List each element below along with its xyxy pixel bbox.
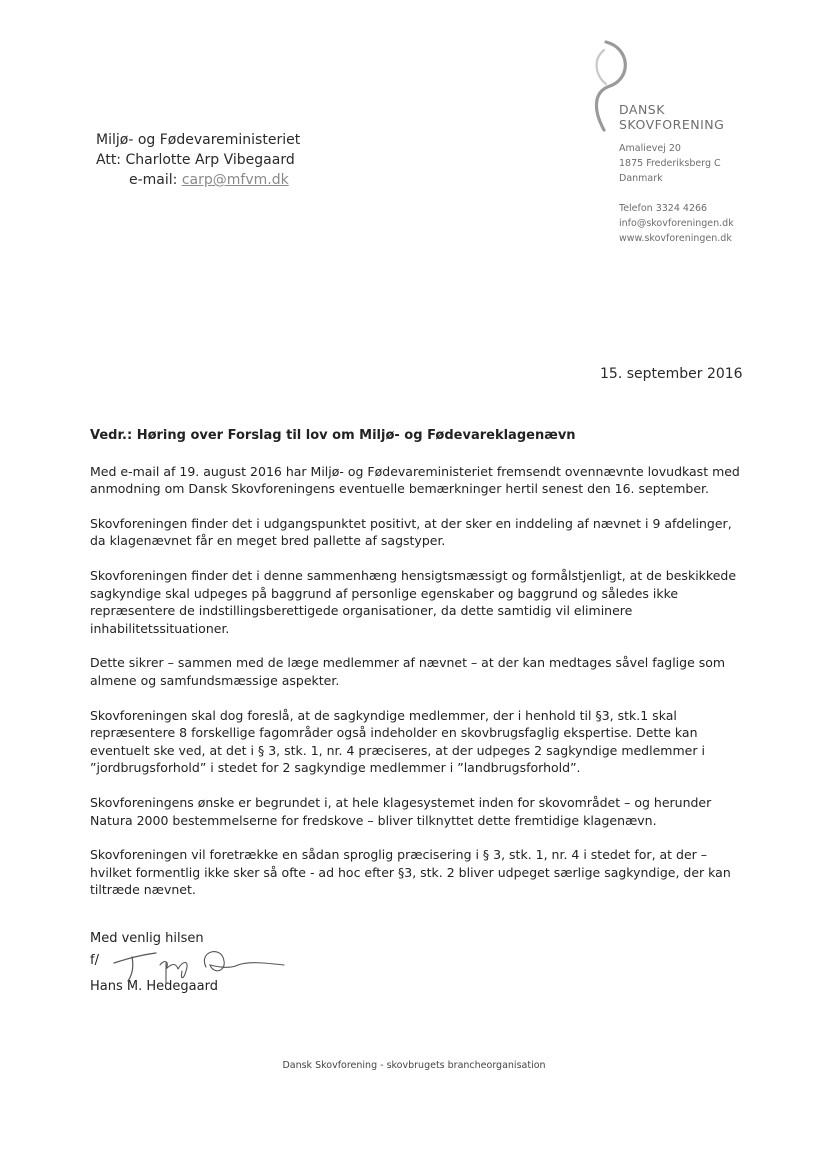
letter-subject: Vedr.: Høring over Forslag til lov om Miljø- og Fødevareklagenævn	[90, 428, 576, 443]
sender-country: Danmark	[619, 173, 663, 184]
recipient-email-row	[96, 170, 300, 190]
sender-city: 1875 Frederiksberg C	[619, 158, 721, 169]
paragraph-5: Skovforeningen skal dog foreslå, at de sagkyndige medlemmer, der i henhold til §3, stk.1 skal repræsentere 8 forskellige fagområder også indeholder en skovbrugsfaglig ekspertise. Dette kan eventuelt ske ved, at det i § 3, stk. 1, nr. 4 præciseres, at der udpeges 2 sagkyndige medlemmer i ”jordbrugsforhold” i stedet for 2 sagkyndige medlemmer i ”landbrugsforhold”.	[90, 707, 705, 776]
logo-wordmark	[619, 102, 724, 132]
logo-line-2: SKOVFORENING	[619, 117, 725, 132]
paragraph-2: Skovforeningen finder det i udgangspunktet positivt, at der sker en inddeling af nævnet i 9 afdelinger, da klagenævnet får en meget bred pallette af sagstyper.	[90, 515, 732, 549]
logo-line-1: DANSK	[619, 102, 665, 117]
closing-block	[90, 929, 218, 997]
recipient-block	[96, 130, 300, 190]
sender-phone: Telefon 3324 4266	[619, 203, 708, 214]
sender-web: www.skovforeningen.dk	[619, 233, 732, 244]
paragraph-1: Med e-mail af 19. august 2016 har Miljø- og Fødevareministeriet fremsendt ovennævnte lovudkast med anmodning om Dansk Skovforeningens eventuelle bemærkninger hertil senest den 16. september.	[90, 463, 740, 497]
recipient-email-link[interactable]: carp@mfvm.dk	[181, 172, 289, 188]
letter-body	[90, 427, 750, 916]
closing-greeting: Med venlig hilsen	[90, 931, 204, 946]
paragraph-3: Skovforeningen finder det i denne sammenhæng hensigtsmæssigt og formålstjenligt, at de beskikkede sagkyndige skal udpeges på baggrund af personlige egenskaber og baggrund og således ikke repræsentere de indstillingsberettigede organisationer, da dette samtidig vil eliminere inhabilitetssituationer.	[90, 567, 737, 636]
sender-street: Amalievej 20	[619, 143, 681, 154]
paragraph-4: Dette sikrer – sammen med de læge medlemmer af nævnet – at der kan medtages såvel faglige som almene og samfundsmæssige aspekter.	[90, 655, 726, 688]
sender-email: info@skovforeningen.dk	[619, 218, 734, 229]
sender-spacer	[619, 186, 734, 201]
recipient-email-label: e-mail:	[129, 172, 178, 188]
recipient-organisation: Miljø- og Fødevareministeriet	[96, 132, 301, 148]
page-footer: Dansk Skovforening - skovbrugets brancheorganisation	[282, 1060, 546, 1071]
paragraph-6: Skovforeningens ønske er begrundet i, at hele klagesystemet inden for skovområdet – og herunder Natura 2000 bestemmelserne for fredskove – bliver tilknyttet dette fremtidige klagenævn.	[90, 794, 712, 828]
sender-block	[619, 141, 734, 246]
recipient-attention: Att: Charlotte Arp Vibegaard	[96, 152, 295, 168]
signature-prefix: f/	[90, 953, 99, 968]
paragraph-7: Skovforeningen vil foretrække en sådan sproglig præcisering i § 3, stk. 1, nr. 4 i stedet for, at der – hvilket formentlig ikke sker så ofte - ad hoc efter §3, stk. 2 bliver udpeget særlige sagkyndige, der kan tiltræde nævnet.	[90, 847, 731, 898]
handwritten-signature	[106, 941, 306, 985]
signature-row	[90, 949, 218, 977]
letter-date: 15. september 2016	[600, 366, 743, 382]
signatory-name: Hans M. Hedegaard	[90, 979, 218, 994]
